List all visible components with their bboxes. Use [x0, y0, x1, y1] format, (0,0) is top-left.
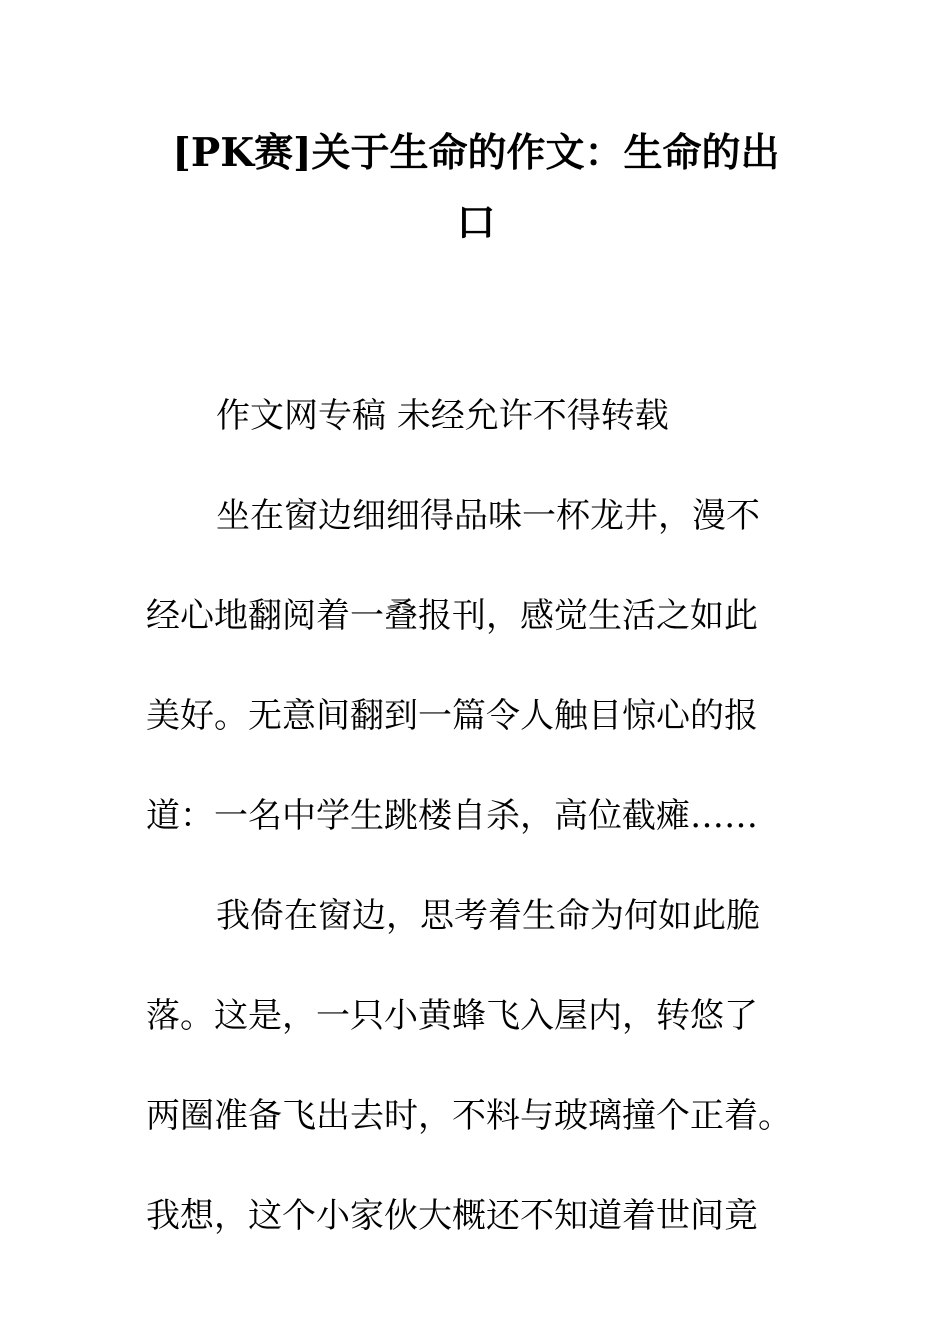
paragraph-2-line-4: 我想，这个小家伙大概还不知道着世间竟: [146, 1196, 758, 1236]
paragraph-1-line-4: 道：一名中学生跳楼自杀，高位截瘫……: [146, 796, 758, 836]
title-line-1: [PK赛]关于生命的作文：生命的出: [172, 130, 780, 176]
paragraph-1-line-3: 美好。无意间翻到一篇令人触目惊心的报: [146, 696, 758, 736]
paragraph-2-line-2: 落。这是，一只小黄蜂飞入屋内，转悠了: [146, 996, 758, 1036]
title-line-2: 口: [456, 200, 496, 246]
document-title: [146, 118, 806, 258]
paragraph-2-line-1: 我倚在窗边，思考着生命为何如此脆: [216, 896, 760, 936]
paragraph-2-line-3: 两圈准备飞出去时，不料与玻璃撞个正着。: [146, 1096, 792, 1136]
paragraph-1-line-1: 坐在窗边细细得品味一杯龙井，漫不: [216, 496, 760, 536]
paragraph-1-line-2: 经心地翻阅着一叠报刊，感觉生活之如此: [146, 596, 758, 636]
copyright-notice: 作文网专稿 未经允许不得转载: [216, 396, 669, 436]
document-body: [146, 366, 806, 1266]
